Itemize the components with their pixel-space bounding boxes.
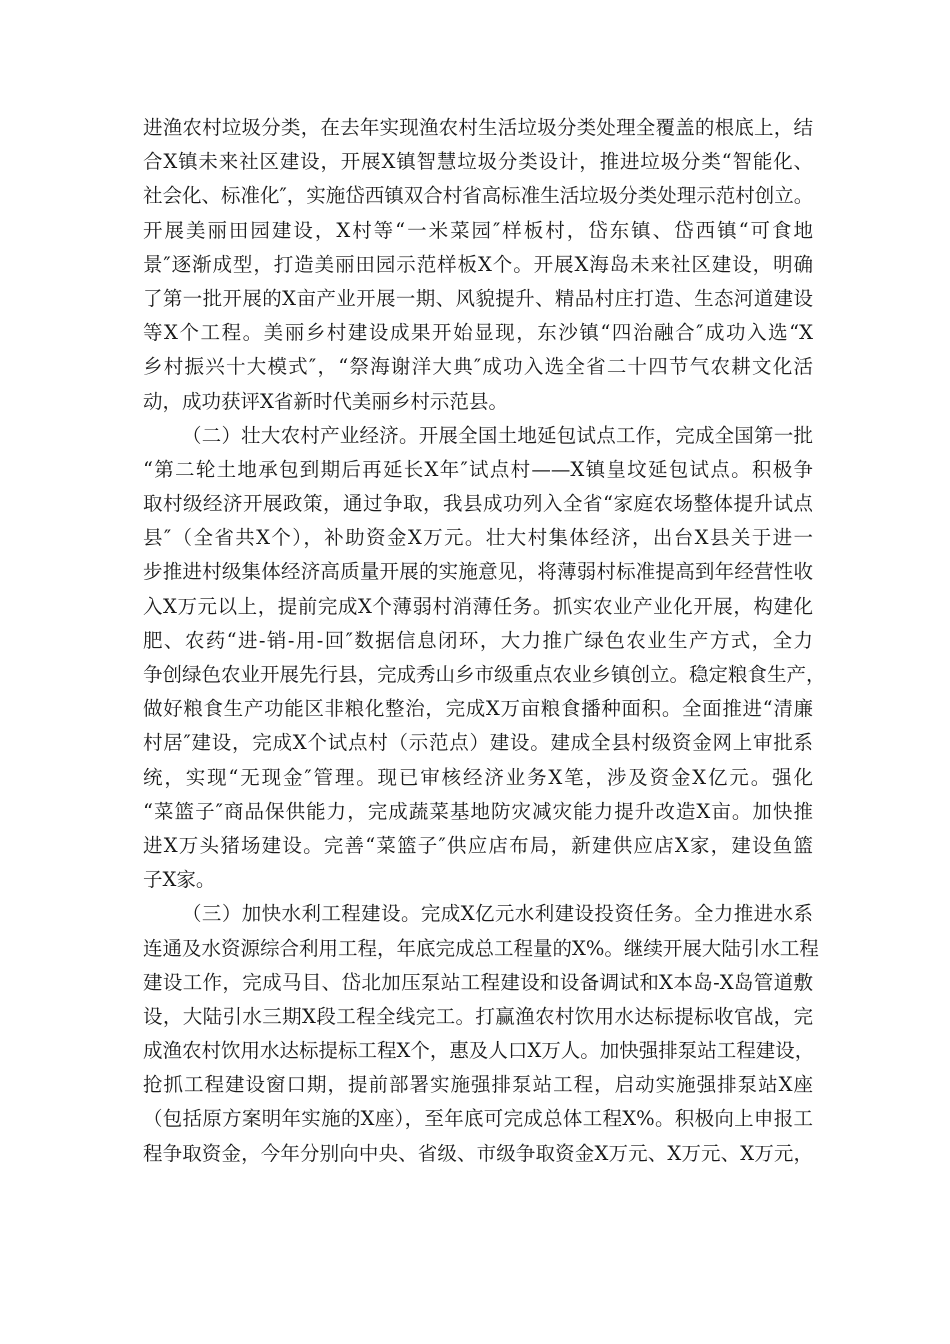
paragraph-line: 进渔农村垃圾分类，在去年实现渔农村生活垃圾分类处理全覆盖的根底上，结 <box>143 116 813 139</box>
paragraph-line: 统，实现“无现金″管理。现已审核经济业务X笔，涉及资金X亿元。强化 <box>143 765 813 789</box>
paragraph-line: 步推进村级集体经济高质量开展的实施意见，将薄弱村标准提高到年经营性收 <box>143 560 813 584</box>
paragraph-heading-line: （三）加快水利工程建设。完成X亿元水利建设投资任务。全力推进水系 <box>182 902 813 926</box>
paragraph-line: 子X家。 <box>143 868 216 892</box>
paragraph-line: 肥、农药“进-销-用-回″数据信息闭环，大力推广绿色农业生产方式，全力 <box>143 628 813 652</box>
paragraph-line: 做好粮食生产功能区非粮化整治，完成X万亩粮食播种面积。全面推进“清廉 <box>143 697 813 721</box>
paragraph-line: 进X万头猪场建设。完善“菜篮子″供应店布局，新建供应店X家，建设鱼篮 <box>143 833 813 857</box>
paragraph-rural-industry-economy <box>143 419 826 898</box>
paragraph-line: 村居″建设，完成X个试点村（示范点）建设。建成全县村级资金网上审批系 <box>143 731 813 755</box>
paragraph-line: “菜篮子″商品保供能力，完成蔬菜基地防灾减灾能力提升改造X亩。加快推 <box>143 799 813 823</box>
paragraph-line: 程争取资金，今年分别向中央、省级、市级争取资金X万元、X万元、X万元， <box>143 1141 813 1165</box>
paragraph-line: 成渔农村饮用水达标提标工程X个，惠及人口X万人。加快强排泵站工程建设， <box>143 1039 815 1063</box>
document-body <box>143 111 826 1171</box>
paragraph-line: 动，成功获评X省新时代美丽乡村示范县。 <box>143 389 508 413</box>
paragraph-line: 乡村振兴十大模式″，“祭海谢洋大典″成功入选全省二十四节气农耕文化活 <box>143 355 813 379</box>
paragraph-line: （包括原方案明年实施的X座），至年底可完成总体工程X%。积极向上申报工 <box>143 1107 813 1131</box>
paragraph-heading-line: （二）壮大农村产业经济。开展全国土地延包试点工作，完成全国第一批 <box>182 423 813 447</box>
paragraph-line: 争创绿色农业开展先行县，完成秀山乡市级重点农业乡镇创立。稳定粮食生产， <box>143 663 826 686</box>
paragraph-line: 设，大陆引水三期X段工程全线完工。打赢渔农村饮用水达标提标收官战，完 <box>143 1004 813 1028</box>
paragraph-line: 开展美丽田园建设，X村等“一米菜园″样板村，岱东镇、岱西镇“可食地 <box>143 218 813 242</box>
paragraph-line: 县″（全省共X个），补助资金X万元。壮大村集体经济，出台X县关于进一 <box>143 526 813 550</box>
paragraph-line: 等X个工程。美丽乡村建设成果开始显现，东沙镇“四治融合″成功入选“X <box>143 321 813 345</box>
paragraph-line: 取村级经济开展政策，通过争取，我县成功列入全省“家庭农场整体提升试点 <box>143 492 813 516</box>
paragraph-village-garbage-classification <box>143 111 813 419</box>
paragraph-line: 连通及水资源综合利用工程，年底完成总工程量的X%。继续开展大陆引水工程 <box>143 936 819 960</box>
paragraph-line: 合X镇未来社区建设，开展X镇智慧垃圾分类设计，推进垃圾分类“智能化、 <box>143 150 813 174</box>
paragraph-line: 入X万元以上，提前完成X个薄弱村消薄任务。抓实农业产业化开展，构建化 <box>143 594 813 618</box>
paragraph-water-conservancy <box>143 897 819 1171</box>
paragraph-line: “第二轮土地承包到期后再延长X年″试点村——X镇皇坟延包试点。积极争 <box>143 457 813 481</box>
paragraph-line: 景″逐渐成型，打造美丽田园示范样板X个。开展X海岛未来社区建设，明确 <box>143 252 813 276</box>
paragraph-line: 建设工作，完成马目、岱北加压泵站工程建设和设备调试和X本岛-X岛管道敷 <box>143 970 813 994</box>
paragraph-line: 社会化、标准化″，实施岱西镇双合村省高标准生活垃圾分类处理示范村创立。 <box>143 184 814 208</box>
paragraph-line: 了第一批开展的X亩产业开展一期、风貌提升、精品村庄打造、生态河道建设 <box>143 286 813 310</box>
paragraph-line: 抢抓工程建设窗口期，提前部署实施强排泵站工程，启动实施强排泵站X座 <box>143 1073 813 1097</box>
